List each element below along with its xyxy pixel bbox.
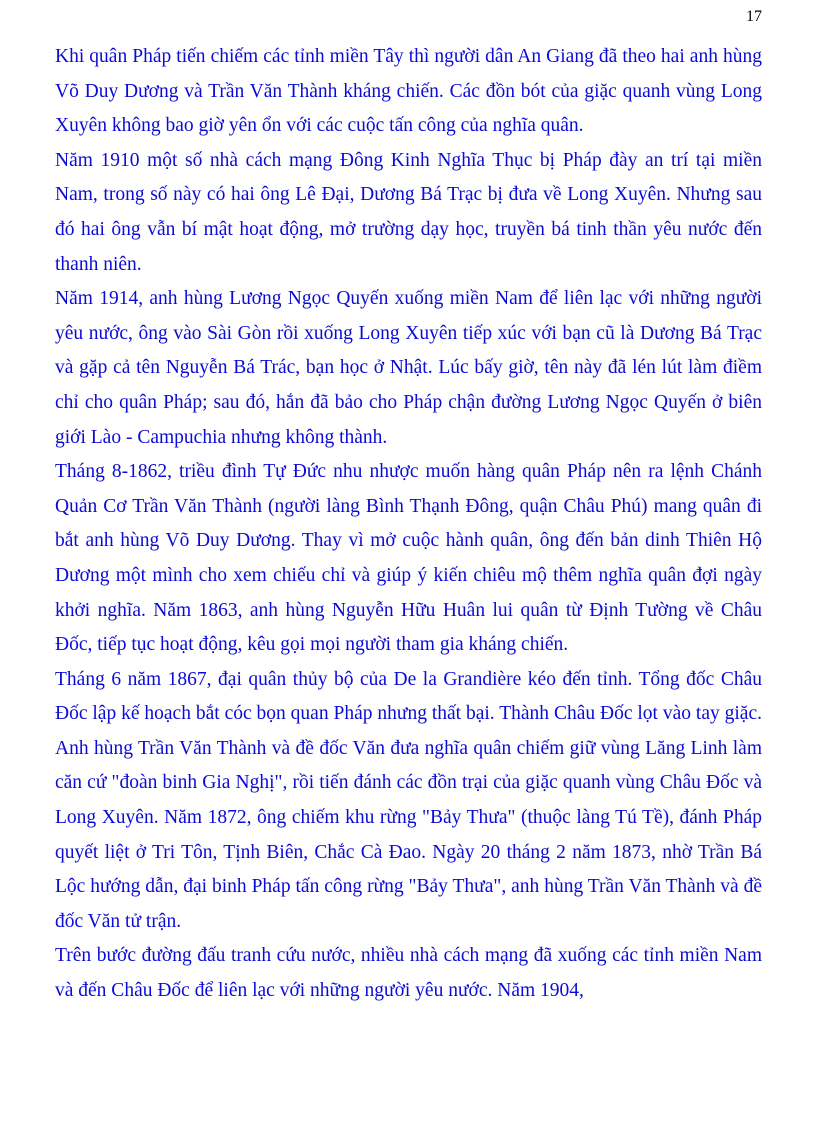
paragraph: Khi quân Pháp tiến chiếm các tỉnh miền Tây thì người dân An Giang đã theo hai anh hùng Võ Duy Dương và Trần Văn Thành kháng chiến. Các đồn bót của giặc quanh vùng Long Xuyên không bao giờ yên ổn với các cuộc tấn công của nghĩa quân.: [55, 46, 762, 137]
page-number: 17: [746, 8, 762, 25]
document-body: [55, 40, 762, 1009]
paragraph: Năm 1910 một số nhà cách mạng Đông Kinh Nghĩa Thục bị Pháp đày an trí tại miền Nam, trong số này có hai ông Lê Đại, Dương Bá Trạc bị đưa về Long Xuyên. Nhưng sau đó hai ông vẫn bí mật hoạt động, mở trường dạy học, truyền bá tinh thần yêu nước đến thanh niên.: [55, 149, 762, 275]
paragraph: Trên bước đường đấu tranh cứu nước, nhiều nhà cách mạng đã xuống các tỉnh miền Nam và đến Châu Đốc để liên lạc với những người yêu nước. Năm 1904,: [55, 945, 762, 1002]
paragraph: Năm 1914, anh hùng Lương Ngọc Quyến xuống miền Nam để liên lạc với những người yêu nước, ông vào Sài Gòn rồi xuống Long Xuyên tiếp xúc với bạn cũ là Dương Bá Trạc và gặp cả tên Nguyễn Bá Trác, bạn học ở Nhật. Lúc bấy giờ, tên này đã lén lút làm điềm chỉ cho quân Pháp; sau đó, hắn đã bảo cho Pháp chận đường Lương Ngọc Quyến ở biên giới Lào - Campuchia nhưng không thành.: [55, 288, 762, 448]
paragraph: Tháng 6 năm 1867, đại quân thủy bộ của De la Grandière kéo đến tỉnh. Tổng đốc Châu Đốc lập kế hoạch bắt cóc bọn quan Pháp nhưng thất bại. Thành Châu Đốc lọt vào tay giặc. Anh hùng Trần Văn Thành và đề đốc Văn đưa nghĩa quân chiếm giữ vùng Lăng Linh làm căn cứ "đoàn binh Gia Nghị", rồi tiến đánh các đồn trại của giặc quanh vùng Châu Đốc và Long Xuyên. Năm 1872, ông chiếm khu rừng "Bảy Thưa" (thuộc làng Tú Tề), đánh Pháp quyết liệt ở Tri Tôn, Tịnh Biên, Chắc Cà Đao. Ngày 20 tháng 2 năm 1873, nhờ Trần Bá Lộc hướng dẫn, đại binh Pháp tấn công rừng "Bảy Thưa", anh hùng Trần Văn Thành và đề đốc Văn tử trận.: [55, 668, 762, 932]
paragraph: Tháng 8-1862, triều đình Tự Đức nhu nhược muốn hàng quân Pháp nên ra lệnh Chánh Quản Cơ Trần Văn Thành (người làng Bình Thạnh Đông, quận Châu Phú) mang quân đi bắt anh hùng Võ Duy Dương. Thay vì mở cuộc hành quân, ông đến bản dinh Thiên Hộ Dương một mình cho xem chiếu chỉ và giúp ý kiến chiêu mộ thêm nghĩa quân đợi ngày khởi nghĩa. Năm 1863, anh hùng Nguyễn Hữu Huân lui quân từ Định Tường về Châu Đốc, tiếp tục hoạt động, kêu gọi mọi người tham gia kháng chiến.: [55, 461, 762, 656]
